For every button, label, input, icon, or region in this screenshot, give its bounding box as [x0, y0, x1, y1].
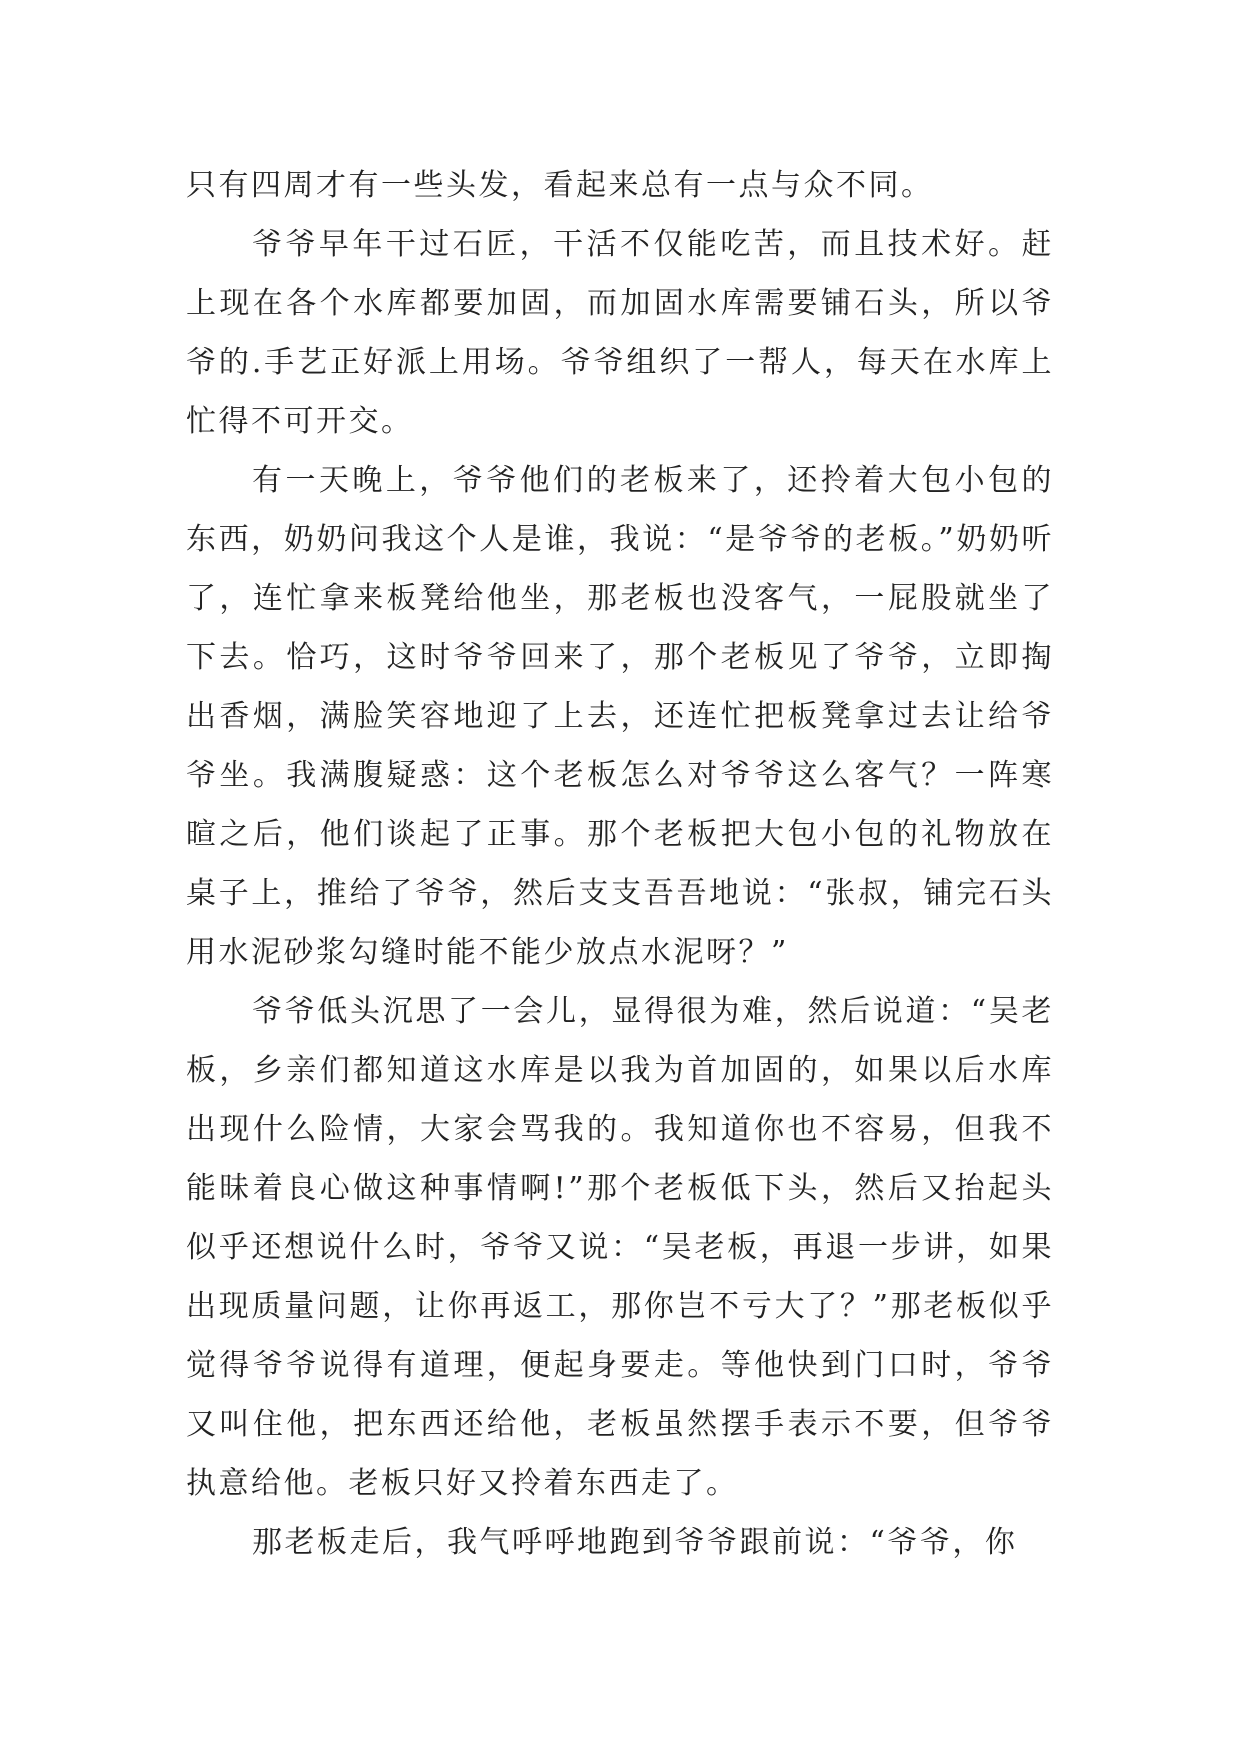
paragraph-5: 那老板走后，我气呼呼地跑到爷爷跟前说：“爷爷，你	[252, 1525, 1018, 1560]
paragraph-3: 有一天晚上，爷爷他们的老板来了，还拎着大包小包的东西，奶奶问我这个人是谁，我说：“是爷爷的老板。”奶奶听了，连忙拿来板凳给他坐，那老板也没客气，一屁股就坐了下去。恰巧，这时爷爷回来了，那个老板见了爷爷，立即掏出香烟，满脸笑容地迎了上去，还连忙把板凳拿过去让给爷爷坐。我满腹疑惑：这个老板怎么对爷爷这么客气？一阵寒暄之后，他们谈起了正事。那个老板把大包小包的礼物放在桌子上，推给了爷爷，然后支支吾吾地说：“张叔，铺完石头用水泥砂浆勾缝时能不能少放点水泥呀？”	[186, 463, 1054, 970]
paragraph-1: 只有四周才有一些头发，看起来总有一点与众不同。	[186, 168, 934, 203]
paragraph-2: 爷爷早年干过石匠，干活不仅能吃苦，而且技术好。赶上现在各个水库都要加固，而加固水库需要铺石头，所以爷爷的.手艺正好派上用场。爷爷组织了一帮人，每天在水库上忙得不可开交。	[186, 227, 1054, 439]
paragraph-4: 爷爷低头沉思了一会儿，显得很为难，然后说道：“吴老板，乡亲们都知道这水库是以我为首加固的，如果以后水库出现什么险情，大家会骂我的。我知道你也不容易，但我不能昧着良心做这种事情啊!”那个老板低下头，然后又抬起头似乎还想说什么时，爷爷又说：“吴老板，再退一步讲，如果出现质量问题，让你再返工，那你岂不亏大了？”那老板似乎觉得爷爷说得有道理，便起身要走。等他快到门口时，爷爷又叫住他，把东西还给他，老板虽然摆手表示不要，但爷爷执意给他。老板只好又拎着东西走了。	[186, 994, 1054, 1501]
body-text	[186, 156, 1054, 1572]
